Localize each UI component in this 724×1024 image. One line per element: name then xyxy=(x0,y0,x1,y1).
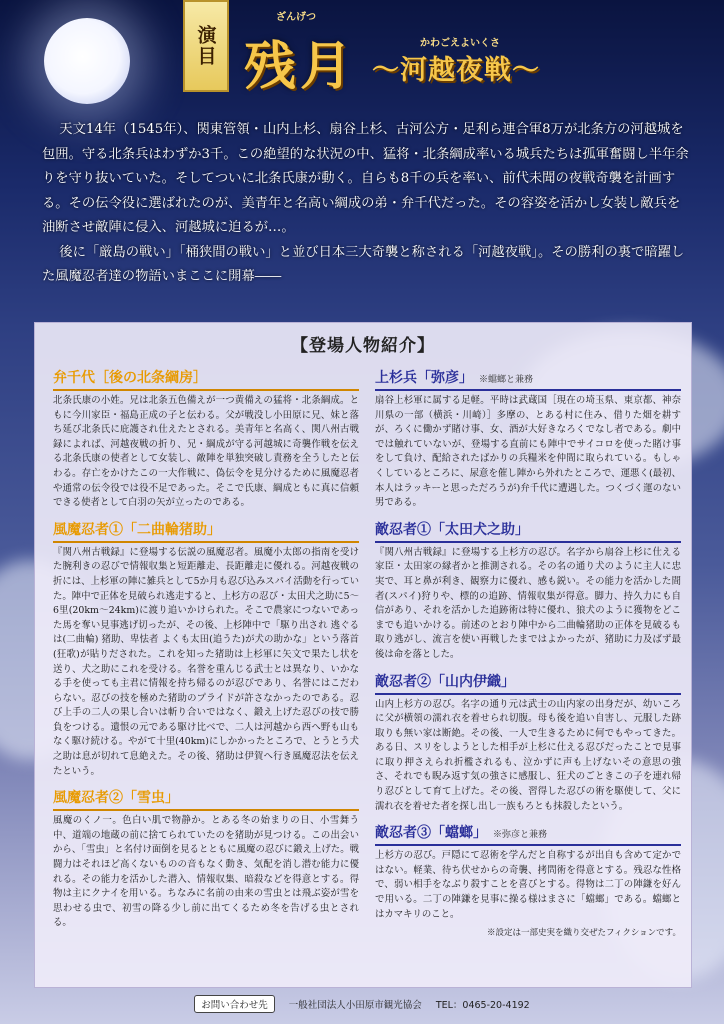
character-description: 風魔のくノ一。色白い肌で物静か。とある冬の始まりの日、小雪舞う中、道端の地蔵の前に捨てられていたのを猪助が見つける。この出会いから、「雪虫」と名付け面倒を見るとともに風魔の忍びに鍛え上げた。戦闘力はそれほど高くないものの音もなく動き、気配を消し潜む能力に優れる。その能力を活かした潜入、情報収集、暗殺などを得意とする。得物は主にクナイを用いる。ちなみに名前の由来の雪虫とは飛ぶ姿が雪を思わせる虫で、初雪の降る少し前に出てくるため冬を告げる虫とされる。 xyxy=(53,815,359,929)
program-tag-text: 演目 xyxy=(194,25,217,67)
panel-title: 【登場人物紹介】 xyxy=(291,336,435,356)
subtitle-ruby: かわごえよいくさ xyxy=(420,38,500,49)
page-title: 残月 xyxy=(244,36,357,97)
character-name: 上杉兵「弥彦」 xyxy=(375,370,473,386)
intro-paragraph: 後に「厳島の戦い」「桶狭間の戦い」と並び日本三大奇襲と称される「河越夜戦」。その勝利の裏で暗躍した風魔忍者達の物語いまここに開幕―― xyxy=(42,244,685,284)
character-note: ※弥彦と兼務 xyxy=(493,830,548,841)
character-name: 敵忍者②「山内伊織」 xyxy=(375,673,515,690)
character-name: 風魔忍者②「雪虫」 xyxy=(53,790,179,807)
character-entry xyxy=(375,822,681,938)
intro-text xyxy=(42,118,690,290)
right-column xyxy=(375,367,681,946)
character-panel xyxy=(34,322,692,988)
character-name: 敵忍者①「太田犬之助」 xyxy=(375,521,529,538)
character-entry xyxy=(53,519,359,780)
character-entry xyxy=(53,787,359,931)
character-description: 北条氏康の小姓。兄は北条五色備えが一つ黄備えの猛将・北条綱成。ともに今川家臣・福島正成の子と伝わる。父が戦没し小田原に兄、妹と落ち延び北条氏に庇護され仕えたとされる。美青年と名高く、関八州古戦録によれば、河越夜戦の折り、兄・綱成が守る河越城に奇襲作戦を伝える北条氏康の使者として女装し、敵陣を単独突破し責務を全うしたと伝わる。存亡をかけたこの一大作戦に、偽伝令を見分けるために風魔忍者や通常の伝令役では役不足であった。そこで氏康、綱成ともに真に信頼できる使者として白羽の矢が立ったのである。 xyxy=(53,395,359,509)
character-description: 『関八州古戦録』に登場する伝説の風魔忍者。風魔小太郎の指南を受けた腕利きの忍びで情報収集と短距離走、長距離走に優れる。河越夜戦の折には、上杉軍の陣に雑兵として5か月も忍び込みスパイ活動を行っていた。陣中で正体を見破られ逃走すると、上杉方の忍び・太田犬之助に5～6里(20km～24km)に渡り追いかけられた。そこで農家につないであった馬を奪い見事逃げ切ったが、その後、上杉陣中で「駆り出され 逃ぐるは(二曲輪) 猪助、卑怯者 よくも太田(追うた)が犬の助かな」という落首(狂歌)が貼りだされた。これを知った猪助は上杉軍に矢文で果たし状を送り、犬之助にこれを受ける。名誉を重んじる武士とは異なり、いかなる手を使っても主君に情報を持ち帰るのが忍びであり、名誉にはこだわらない。忍びの技を極めた猪助のプライドが許さなかったのである。忍び上手の二人の果し合いは斬り合いではなく、鍛え上げた忍びの技で勝負をつける。遺恨の元である駆け比べで、二人は河越から西へ野も山もなく駆け続ける。やがて十里(40km)にしかかったところで、とうとう犬之助は息が切れて息絶えた。その後、猪助は伊賀へ行き風魔忍法を伝えたという。 xyxy=(53,546,359,777)
character-heading xyxy=(375,822,681,846)
character-description: 『関八州古戦録』に登場する上杉方の忍び。名字から扇谷上杉に仕える家臣・太田家の縁者かと推測される。その名の通り犬のように主人に忠実で、耳と鼻が利き、観察力に優れ、感も鋭い。その能力を活かした間者(スパイ)狩りや、標的の追跡、情報収集が得意。脚力、持久力にも自信があり、それを活かした追跡術は特に優れ、狼犬のように獲物をどこまでも追いかける。前述のとおり陣中から二曲輪猪助の正体を見破るも取り逃がし、流言を使い再戦したまではよかったが、猪助に力及ばず最後は命を落とした。 xyxy=(375,546,681,660)
character-entry xyxy=(375,367,681,511)
character-heading xyxy=(375,519,681,543)
character-description: 扇谷上杉軍に属する足軽。平時は武蔵国［現在の埼玉県、東京都、神奈川県の一部（横浜・川崎）］多摩の、とある村に住み、借りた畑を耕すが、ろくに働かず賭け事、女、酒が大好きなろくでなし者である。劇中では触れていないが、登場する直前にも陣中でサイコロを使った賭け事をして負け、配給されたばかりの兵糧米を仲間に取られている。もしゃくしているところに、尿意を催し陣から外れたところで、運悪く(最初、本人はラッキーと思っただろうが)弁千代に遭遇した。つくづく運のない男である。 xyxy=(375,395,681,509)
character-heading xyxy=(375,671,681,695)
page-subtitle: ～河越夜戦～ xyxy=(372,55,540,86)
organization-name: 一般社団法人小田原市観光協会 xyxy=(288,1000,422,1011)
title-ruby: ざんげつ xyxy=(276,12,316,23)
character-name: 風魔忍者①「二曲輪猪助」 xyxy=(53,521,221,538)
left-column xyxy=(53,367,359,939)
footer xyxy=(0,994,724,1014)
character-entry xyxy=(53,367,359,511)
character-entry xyxy=(375,671,681,815)
character-description: 上杉方の忍び。戸隠にて忍術を学んだと自称するが出自も含めて定かではない。軽業、待ち伏せからの奇襲、拷問術を得意とする。残忍な性格で、弱い相手をなぶり殺すことを喜びとする。得物は二丁の陣鎌を好んで用いる。二丁の陣鎌を見事に操る様はまさに「蟷螂」である。蟷螂とはカマキリのこと。 xyxy=(375,850,681,920)
character-heading xyxy=(53,519,359,543)
phone-number: TEL：0465-20-4192 xyxy=(435,1000,530,1011)
character-entry xyxy=(375,519,681,663)
character-heading xyxy=(53,367,359,391)
program-tag xyxy=(183,0,229,92)
contact-label: お問い合わせ先 xyxy=(194,995,275,1013)
character-note: ※蟷螂と兼務 xyxy=(479,375,534,385)
character-heading xyxy=(53,787,359,811)
character-name: 敵忍者③「蟷螂」 xyxy=(375,825,487,842)
character-name: 弁千代［後の北条綱房］ xyxy=(53,370,207,386)
intro-paragraph: 天文14年（1545年）、関東管領・山内上杉、扇谷上杉、古河公方・足利ら連合軍8万が北条方の河越城を包囲。守る北条兵はわずか3千。この絶望的な状況の中、猛将・北条綱成率いる城兵たちは孤軍奮闘し半年余りを守り抜いていた。そしてついに北条氏康が動く。自らも8千の兵を率い、前代未聞の夜戦奇襲を計画する。その伝令役に選ばれたのが、美青年と名高い綱成の弟・弁千代だった。その容姿を活かし女装し敵兵を油断させ敵陣に侵入、河越城に迫るが…。 xyxy=(42,122,689,235)
character-description: 山内上杉方の忍び。名字の通り元は武士の山内家の出身だが、幼いころに父が横領の濡れ衣を着せられ切腹。母も後を追い自害し、元服した跡取りも無い家は断絶。その後、一人で生きるために何でもやってきた。ある日、スリをしようとした相手が上杉に仕える忍びだったことで見事に取り押さえられ折檻されるも、泣かずに声も上げないその意思の強さ、それでも睨み返す気の強さに感服し、狂犬のごときこの子を連れ帰り忍びとして育て上げた。その後、習得した忍びの術を駆使して、父に濡れ衣を着せた者を探し出し一族もろとも抹殺したという。 xyxy=(375,698,681,812)
character-heading xyxy=(375,367,681,391)
disclaimer: ※設定は一部史実を織り交ぜたフィクションです。 xyxy=(487,928,681,939)
moon xyxy=(44,18,130,104)
